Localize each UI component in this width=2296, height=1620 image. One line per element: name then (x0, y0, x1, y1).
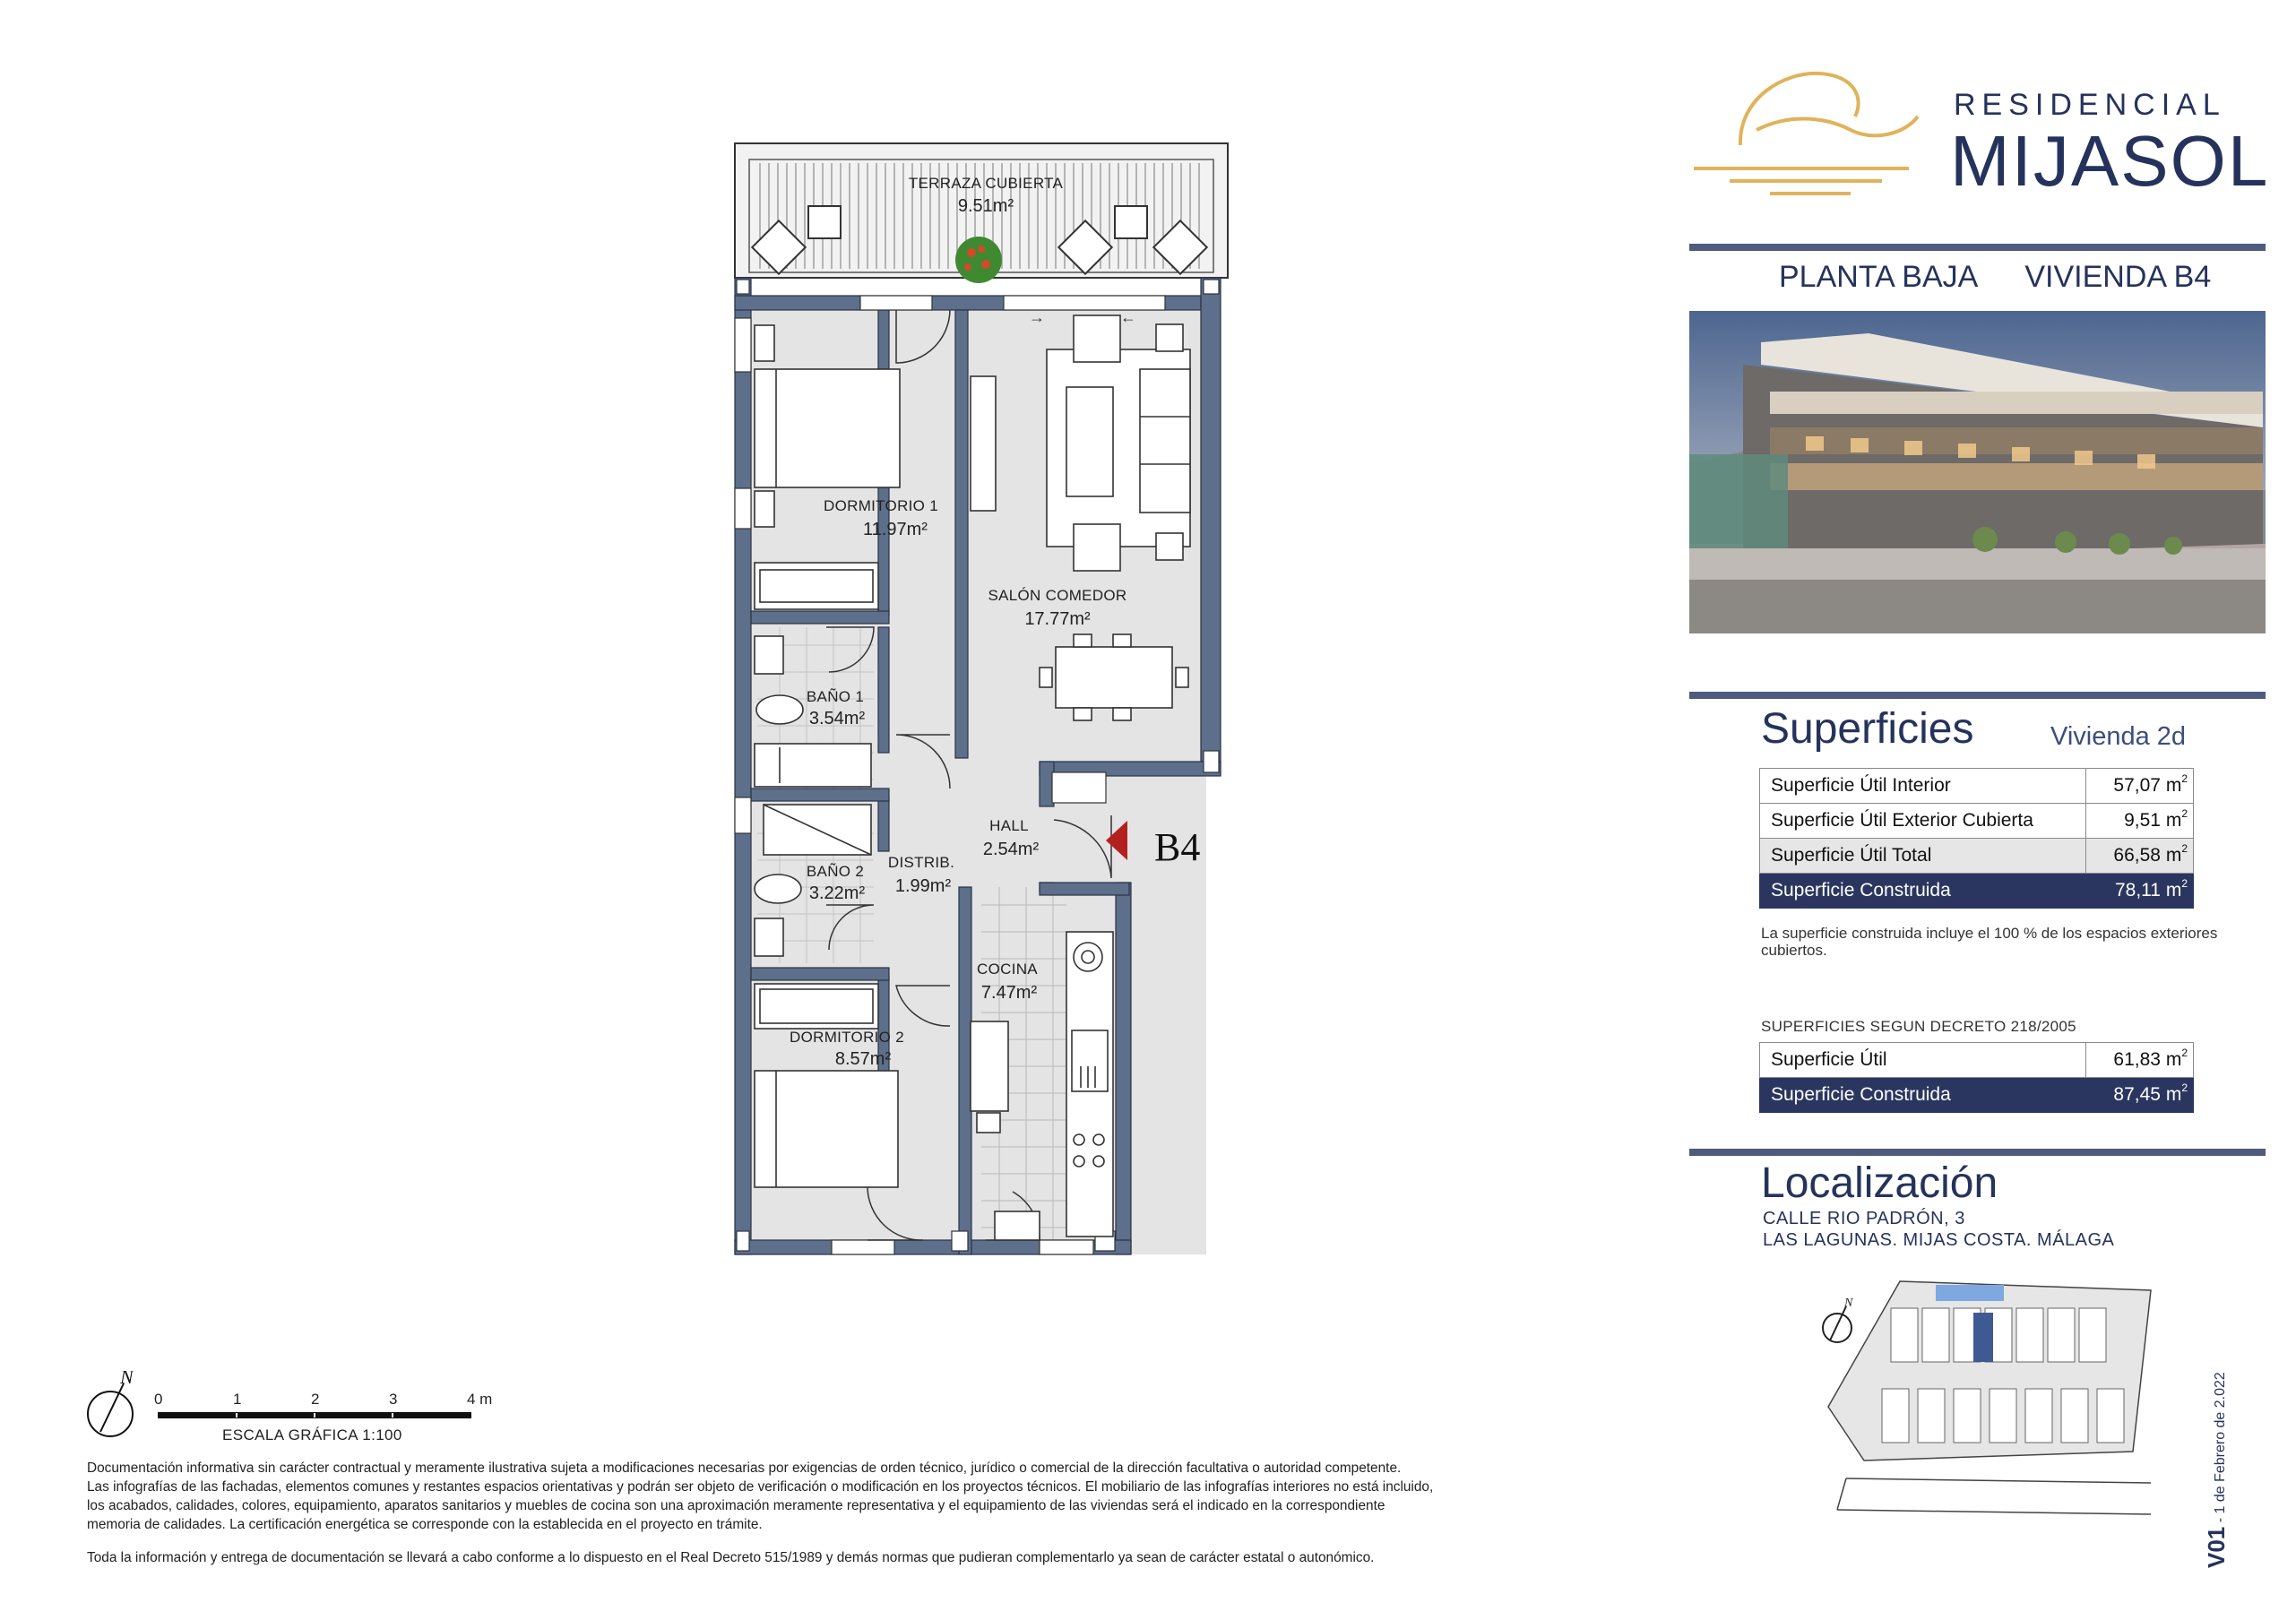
scale-tick-3: 3 (389, 1391, 398, 1408)
svg-text:N: N (1844, 1297, 1853, 1310)
surfaces-note: La superficie construida incluye el 100 % de los espacios exteriores cubiertos. (1761, 925, 2218, 959)
room-label-hall: HALL (989, 817, 1029, 834)
room-area-bath2: 3.22m² (808, 883, 866, 903)
room-label-terrace: TERRAZA CUBIERTA (908, 175, 1064, 192)
disclaimer-line: memoria de calidades. La certificación energética se corresponde con la establecida en el proyecto en trámite. (87, 1517, 763, 1532)
scale-tick-2: 2 (311, 1391, 320, 1408)
row-label: Superficie Útil Interior (1760, 769, 2086, 804)
row-label: Superficie Construida (1760, 874, 2086, 909)
decreto-title: SUPERFICIES SEGUN DECRETO 218/2005 (1761, 1018, 2076, 1035)
svg-text:←: ← (1120, 308, 1136, 326)
disclaimer (87, 1459, 1637, 1567)
table-row (1760, 1078, 2194, 1113)
surfaces-title: Superficies (1761, 705, 1974, 753)
brand-name: MIJASOL (1950, 121, 2270, 201)
disclaimer-line: Documentación informativa sin carácter contractual y meramente ilustrativa sujeta a modificaciones necesarias por exigencias de orden técnico, jurídico o comercial de la dirección facultativa o autoridad competente. (87, 1461, 1402, 1476)
room-area-terrace: 9.51m² (957, 196, 1014, 216)
location-title: Localización (1761, 1159, 1998, 1207)
row-value: 87,45 $m^2$ (2086, 1078, 2194, 1113)
row-label: Superficie Útil Exterior Cubierta (1760, 804, 2086, 839)
disclaimer-footer: Toda la información y entrega de documentación se llevará a cabo conforme a lo dispuesto en el Real Decreto 515/1989 y demás normas que pudieran complementarlo ya sean de carácter estatal o autonómico. (87, 1550, 1375, 1565)
row-value: 78,11 $m^2$ (2086, 874, 2194, 909)
brand-top: RESIDENCIAL (1954, 88, 2226, 122)
room-label-bath1: BAÑO 1 (806, 688, 865, 705)
table-row (1760, 769, 2194, 804)
table-row (1760, 804, 2194, 839)
room-label-bath2: BAÑO 2 (806, 863, 865, 880)
row-value: 9,51 $m^2$ (2086, 804, 2194, 839)
svg-text:→: → (1029, 308, 1045, 326)
unit-label: VIVIENDA B4 (2024, 260, 2212, 294)
north-arrow-icon (1823, 1314, 1851, 1342)
scale-tick-1: 1 (233, 1391, 242, 1408)
graphic-scale (86, 1371, 534, 1452)
entry-arrow-icon (1106, 821, 1127, 860)
room-area-kitchen: 7.47m² (980, 983, 1038, 1003)
scale-tick-4: 4 m (467, 1391, 493, 1408)
site-map (1810, 1272, 2160, 1559)
table-row (1760, 1043, 2194, 1078)
room-label-living: SALÓN COMEDOR (988, 587, 1127, 604)
row-value: 61,83 $m^2$ (2086, 1043, 2194, 1078)
room-label-bedroom2: DORMITORIO 2 (790, 1029, 904, 1046)
plan-header (1779, 260, 2211, 295)
decreto-table (1759, 1042, 2194, 1113)
disclaimer-line: los acabados, calidades, colores, equipamiento, aparatos sanitarios y muebles de cocina son una aproximación meramente representativa y el equipamiento de las viviendas será el indicado en la correspondiente (87, 1498, 1385, 1513)
floor-label: PLANTA BAJA (1779, 260, 1979, 294)
location-address: CALLE RIO PADRÓN, 3 (1763, 1209, 1965, 1228)
north-label: N (120, 1371, 134, 1388)
surfaces-subtitle: Vivienda 2d (2050, 722, 2187, 751)
surfaces-table (1759, 768, 2194, 909)
table-row (1760, 874, 2194, 909)
row-label: Superficie Construida (1760, 1078, 2086, 1113)
room-area-distrib: 1.99m² (894, 876, 952, 896)
room-area-living: 17.77m² (1024, 609, 1091, 629)
divider (1689, 692, 2266, 699)
room-area-bath1: 3.54m² (808, 709, 866, 728)
version-stamp (2203, 1372, 2231, 1568)
disclaimer-line: Las infografías de las fachadas, elementos comunes y restantes espacios orientativas y podrán ser objeto de verificación o modificación en los proyectos técnicos. El mobiliario de las infografías interiores no está incluido, (87, 1479, 1434, 1495)
row-label: Superficie Útil Total (1760, 839, 2086, 874)
room-label-distrib: DISTRIB. (887, 854, 955, 871)
room-area-bedroom1: 11.97m² (863, 520, 928, 539)
bedroom2-furniture (755, 984, 898, 1187)
row-value: 57,07 $m^2$ (2086, 769, 2194, 804)
row-value: 66,58 $m^2$ (2086, 839, 2194, 874)
version-code: V01 (2203, 1526, 2230, 1568)
scale-tick-0: 0 (154, 1391, 163, 1408)
room-label-kitchen: COCINA (977, 961, 1038, 978)
north-arrow-icon (86, 1371, 140, 1443)
scale-caption: ESCALA GRÁFICA 1:100 (222, 1426, 402, 1443)
table-row (1760, 839, 2194, 874)
row-label: Superficie Útil (1760, 1043, 2086, 1078)
room-area-hall: 2.54m² (982, 840, 1040, 859)
room-label-bedroom1: DORMITORIO 1 (824, 497, 938, 514)
location-city: LAS LAGUNAS. MIJAS COSTA. MÁLAGA (1763, 1230, 2115, 1250)
room-area-bedroom2: 8.57m² (834, 1049, 892, 1069)
unit-tag: B4 (1154, 825, 1201, 869)
divider (1689, 1149, 2266, 1156)
floor-plan (717, 134, 1255, 1272)
version-date: - 1 de Febrero de 2.022 (2213, 1372, 2228, 1527)
divider (1689, 244, 2266, 251)
scale-bar (158, 1409, 570, 1426)
building-render (1689, 311, 2266, 633)
